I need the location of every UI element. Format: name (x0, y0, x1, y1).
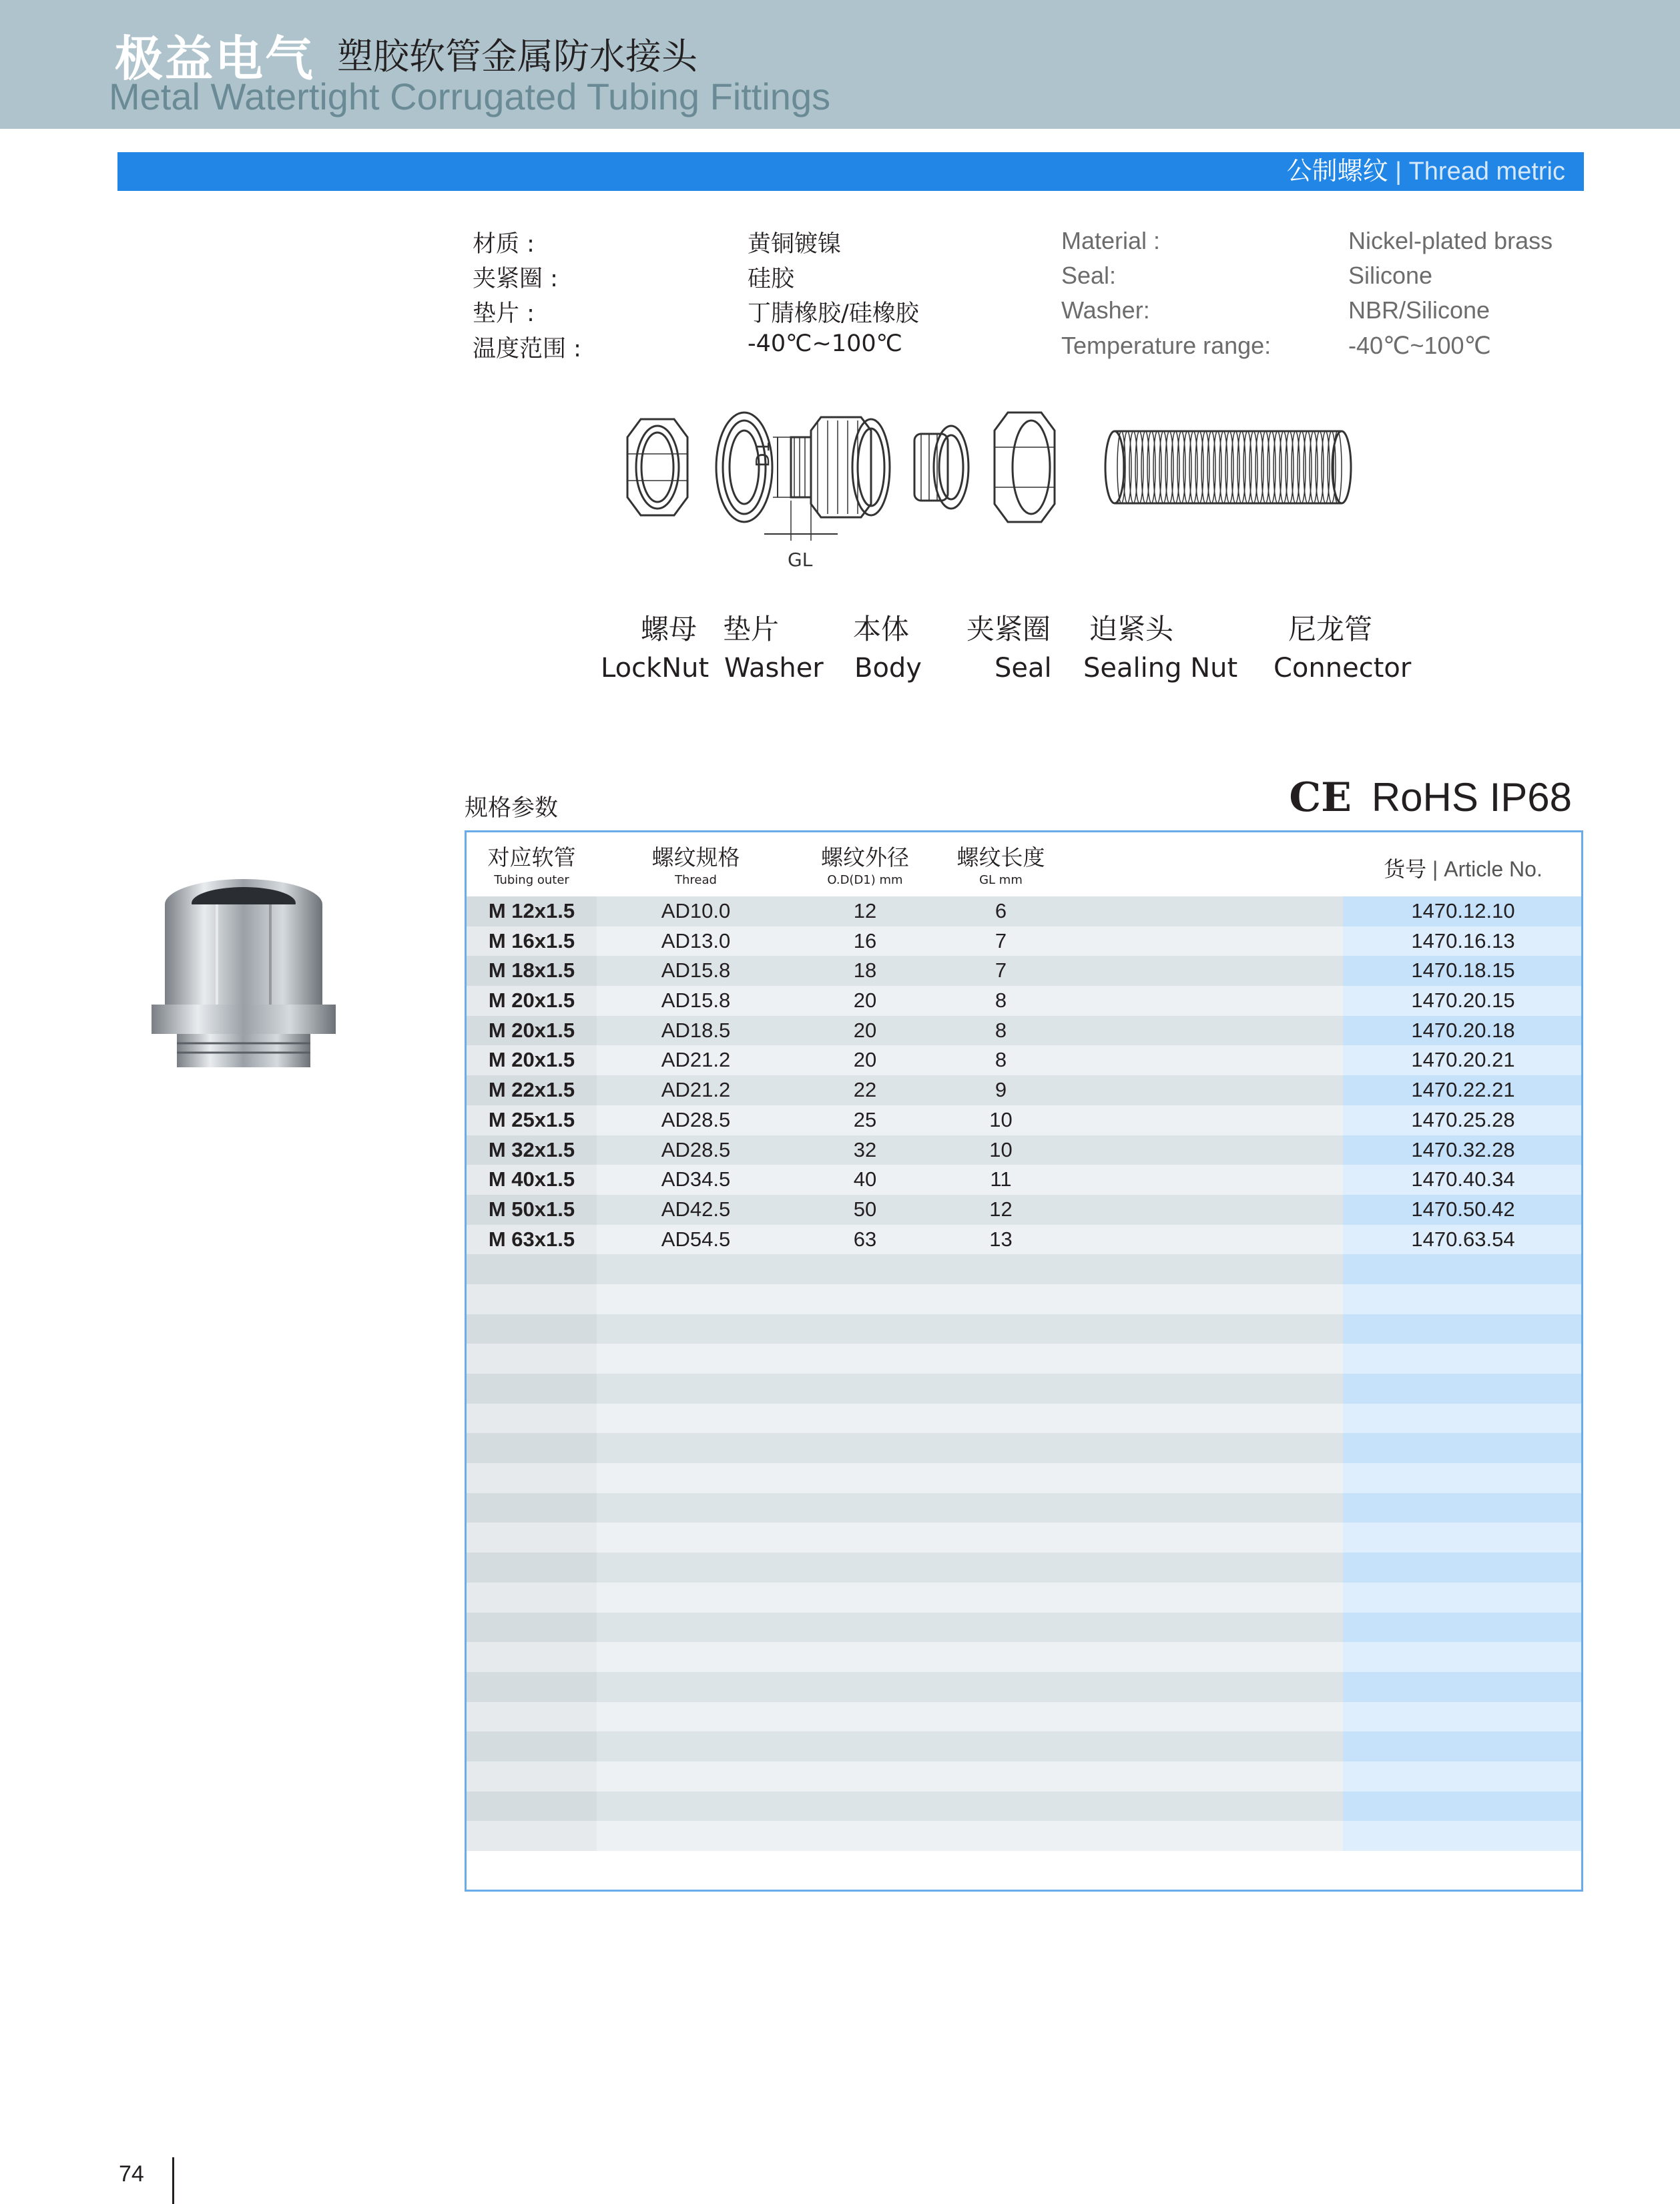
table-cell (795, 1553, 935, 1583)
certifications (1289, 774, 1572, 821)
table-row (467, 986, 1581, 1016)
table-row (467, 1404, 1581, 1434)
part-label-en: Connector (1274, 653, 1412, 683)
header-tubing-cn: 对应软管 (487, 844, 576, 870)
table-cell-spacer (1067, 1672, 1343, 1702)
table-cell (935, 1254, 1067, 1284)
table-cell (597, 1433, 795, 1463)
table-cell: 10 (935, 1135, 1067, 1165)
table-cell: M 63x1.5 (467, 1225, 597, 1255)
table-cell: 25 (795, 1105, 935, 1135)
table-cell (935, 1433, 1067, 1463)
article-number-cell: 1470.20.21 (1343, 1045, 1583, 1075)
spec-label-cn: 垫片 : (473, 300, 535, 327)
product-photo (144, 871, 344, 1085)
table-cell (795, 1583, 935, 1613)
header-article-cn: 货号 (1384, 856, 1427, 882)
table-cell: AD34.5 (597, 1165, 795, 1195)
table-cell (795, 1404, 935, 1434)
table-row (467, 1761, 1581, 1792)
part-label-cn: 螺母 (641, 613, 697, 645)
table-cell-spacer (1067, 896, 1343, 926)
article-number-cell (1343, 1821, 1583, 1851)
table-row (467, 1523, 1581, 1553)
thread-type-en: | Thread metric (1395, 158, 1565, 186)
table-cell (597, 1613, 795, 1643)
table-cell-spacer (1067, 1642, 1343, 1672)
table-cell-spacer (1067, 1045, 1343, 1075)
spec-value-cn: 硅胶 (748, 266, 795, 292)
table-cell (935, 1642, 1067, 1672)
spec-label-en: Temperature range: (1061, 332, 1272, 359)
header-thread-cn: 螺纹规格 (651, 844, 740, 870)
header-gl (935, 840, 1067, 887)
table-row (467, 1463, 1581, 1493)
table-cell: 7 (935, 926, 1067, 956)
table-cell-spacer (1067, 1314, 1343, 1344)
table-cell (935, 1613, 1067, 1643)
table-row (467, 1344, 1581, 1374)
spec-value-en: Nickel-plated brass (1348, 227, 1553, 254)
table-row (467, 1314, 1581, 1344)
table-cell: 40 (795, 1165, 935, 1195)
table-cell (795, 1702, 935, 1732)
spec-table (465, 830, 1583, 1892)
header-gl-en: GL mm (979, 873, 1023, 887)
table-row (467, 1195, 1581, 1225)
article-number-cell: 1470.20.15 (1343, 986, 1583, 1016)
article-number-cell (1343, 1374, 1583, 1404)
table-row (467, 956, 1581, 986)
table-cell (795, 1613, 935, 1643)
table-row (467, 1613, 1581, 1643)
article-number-cell: 1470.20.18 (1343, 1016, 1583, 1046)
table-cell (467, 1284, 597, 1314)
table-cell: M 25x1.5 (467, 1105, 597, 1135)
table-row (467, 1493, 1581, 1523)
article-number-cell: 1470.50.42 (1343, 1195, 1583, 1225)
table-cell (795, 1254, 935, 1284)
table-header (467, 832, 1581, 896)
header-od (795, 840, 935, 887)
table-cell-spacer (1067, 1075, 1343, 1105)
header-od-en: O.D(D1) mm (827, 873, 903, 887)
table-cell-spacer (1067, 1105, 1343, 1135)
table-cell (935, 1583, 1067, 1613)
table-cell (597, 1523, 795, 1553)
thread-type-label (1287, 152, 1584, 191)
table-cell (467, 1314, 597, 1344)
article-number-cell: 1470.22.21 (1343, 1075, 1583, 1105)
part-label-cn: 夹紧圈 (966, 613, 1051, 645)
table-row (467, 1284, 1581, 1314)
header-tubing-en: Tubing outer (494, 873, 569, 887)
article-number-cell (1343, 1613, 1583, 1643)
table-cell: 50 (795, 1195, 935, 1225)
table-cell (467, 1792, 597, 1822)
article-number-cell (1343, 1792, 1583, 1822)
article-number-cell (1343, 1731, 1583, 1761)
table-cell (597, 1702, 795, 1732)
table-cell (467, 1344, 597, 1374)
table-row (467, 1045, 1581, 1075)
brand-name: 极益电气 (115, 31, 316, 87)
table-cell: M 12x1.5 (467, 896, 597, 926)
header-thread (597, 840, 795, 887)
table-cell (597, 1761, 795, 1792)
table-cell (597, 1284, 795, 1314)
table-cell (467, 1374, 597, 1404)
table-cell (935, 1404, 1067, 1434)
table-cell (795, 1374, 935, 1404)
article-number-cell: 1470.16.13 (1343, 926, 1583, 956)
table-cell-spacer (1067, 1821, 1343, 1851)
table-cell-spacer (1067, 1016, 1343, 1046)
table-cell-spacer (1067, 1374, 1343, 1404)
table-cell-spacer (1067, 956, 1343, 986)
table-cell (795, 1493, 935, 1523)
spec-value-cn: 丁腈橡胶/硅橡胶 (748, 300, 919, 327)
table-cell: 7 (935, 956, 1067, 986)
table-row (467, 1672, 1581, 1702)
table-cell (597, 1314, 795, 1344)
part-label-cn: 垫片 (723, 613, 780, 645)
table-cell (597, 1672, 795, 1702)
table-cell (597, 1642, 795, 1672)
table-row (467, 1254, 1581, 1284)
table-cell: 8 (935, 1016, 1067, 1046)
table-cell (795, 1314, 935, 1344)
table-row (467, 1374, 1581, 1404)
table-cell-spacer (1067, 926, 1343, 956)
table-row (467, 1553, 1581, 1583)
table-cell: 20 (795, 1045, 935, 1075)
table-cell (795, 1463, 935, 1493)
table-cell-spacer (1067, 1165, 1343, 1195)
table-row (467, 926, 1581, 956)
table-cell (935, 1523, 1067, 1553)
article-number-cell (1343, 1523, 1583, 1553)
table-cell (467, 1672, 597, 1702)
table-cell (467, 1731, 597, 1761)
table-row (467, 1642, 1581, 1672)
table-cell: 20 (795, 1016, 935, 1046)
table-cell: 12 (935, 1195, 1067, 1225)
table-cell (467, 1553, 597, 1583)
table-cell (935, 1463, 1067, 1493)
table-cell-spacer (1067, 1195, 1343, 1225)
table-cell: M 32x1.5 (467, 1135, 597, 1165)
table-cell (597, 1792, 795, 1822)
table-cell: AD54.5 (597, 1225, 795, 1255)
table-cell (795, 1672, 935, 1702)
table-cell-spacer (1067, 1761, 1343, 1792)
table-cell: 18 (795, 956, 935, 986)
table-cell: M 20x1.5 (467, 1045, 597, 1075)
article-number-cell (1343, 1463, 1583, 1493)
spec-label-en: Seal: (1061, 262, 1117, 289)
table-row (467, 1075, 1581, 1105)
gl-dimension-label: GL (788, 549, 813, 571)
table-cell (467, 1761, 597, 1792)
spec-value-en: NBR/Silicone (1348, 296, 1490, 324)
body-drawing (764, 417, 890, 541)
article-number-cell (1343, 1314, 1583, 1344)
table-cell (467, 1404, 597, 1434)
header-gl-cn: 螺纹长度 (956, 844, 1045, 870)
spec-label-en: Washer: (1061, 296, 1150, 324)
table-cell (597, 1731, 795, 1761)
thread-type-cn: 公制螺纹 (1286, 158, 1388, 186)
table-cell-spacer (1067, 1254, 1343, 1284)
table-row (467, 896, 1581, 926)
table-cell: AD10.0 (597, 896, 795, 926)
table-cell (935, 1493, 1067, 1523)
table-cell (597, 1553, 795, 1583)
table-cell-spacer (1067, 1433, 1343, 1463)
article-number-cell: 1470.25.28 (1343, 1105, 1583, 1135)
header-thread-en: Thread (675, 873, 717, 887)
table-row (467, 1583, 1581, 1613)
article-number-cell (1343, 1254, 1583, 1284)
part-label-en: LockNut (601, 653, 710, 683)
table-cell (795, 1344, 935, 1374)
table-cell (597, 1404, 795, 1434)
part-label-cn: 尼龙管 (1288, 613, 1373, 645)
table-cell (467, 1642, 597, 1672)
table-row (467, 1165, 1581, 1195)
table-cell (935, 1672, 1067, 1702)
table-row (467, 1731, 1581, 1761)
table-cell (467, 1523, 597, 1553)
spec-value-en: Silicone (1348, 262, 1433, 289)
part-label-en: Washer (724, 653, 824, 683)
table-cell (467, 1702, 597, 1732)
table-cell (597, 1344, 795, 1374)
table-cell: M 22x1.5 (467, 1075, 597, 1105)
spec-label-cn: 夹紧圈 : (473, 266, 558, 292)
spec-value-cn: 黄铜镀镍 (748, 231, 842, 258)
table-cell (795, 1433, 935, 1463)
page-number: 74 (119, 2161, 144, 2187)
table-cell-spacer (1067, 1493, 1343, 1523)
table-cell-spacer (1067, 1463, 1343, 1493)
table-cell-spacer (1067, 1344, 1343, 1374)
table-cell (935, 1553, 1067, 1583)
thread-type-bar (117, 152, 1584, 191)
seal-drawing (914, 426, 968, 509)
table-cell: M 20x1.5 (467, 1016, 597, 1046)
table-cell (467, 1613, 597, 1643)
table-cell (795, 1523, 935, 1553)
article-number-cell (1343, 1404, 1583, 1434)
table-cell (935, 1731, 1067, 1761)
table-cell (597, 1254, 795, 1284)
table-cell (795, 1761, 935, 1792)
table-cell: 9 (935, 1075, 1067, 1105)
spec-label-cn: 材质 : (473, 231, 535, 258)
table-row (467, 1821, 1581, 1851)
table-cell (935, 1344, 1067, 1374)
table-cell-spacer (1067, 1792, 1343, 1822)
table-cell (795, 1792, 935, 1822)
table-cell-spacer (1067, 986, 1343, 1016)
article-number-cell: 1470.18.15 (1343, 956, 1583, 986)
article-number-cell (1343, 1344, 1583, 1374)
table-row (467, 1433, 1581, 1463)
table-row (467, 1702, 1581, 1732)
article-number-cell (1343, 1642, 1583, 1672)
table-cell-spacer (1067, 1702, 1343, 1732)
part-label-en: Seal (995, 653, 1052, 683)
table-cell (597, 1821, 795, 1851)
table-cell: 8 (935, 986, 1067, 1016)
table-cell-spacer (1067, 1404, 1343, 1434)
table-cell: M 18x1.5 (467, 956, 597, 986)
article-number-cell: 1470.12.10 (1343, 896, 1583, 926)
table-cell: 8 (935, 1045, 1067, 1075)
spec-value-cn: -40℃~100℃ (748, 330, 902, 357)
table-cell (597, 1493, 795, 1523)
table-cell: 20 (795, 986, 935, 1016)
d1-dimension-label: D1 (752, 441, 774, 467)
table-cell (467, 1254, 597, 1284)
article-number-cell (1343, 1583, 1583, 1613)
table-cell: AD15.8 (597, 956, 795, 986)
table-row (467, 1105, 1581, 1135)
table-cell: 13 (935, 1225, 1067, 1255)
table-cell-spacer (1067, 1613, 1343, 1643)
part-label-en: Body (854, 653, 922, 683)
header-article (1343, 852, 1583, 883)
table-cell: M 40x1.5 (467, 1165, 597, 1195)
table-cell: 10 (935, 1105, 1067, 1135)
table-cell: 12 (795, 896, 935, 926)
table-cell: AD13.0 (597, 926, 795, 956)
table-cell: AD18.5 (597, 1016, 795, 1046)
table-cell (467, 1583, 597, 1613)
header-tubing (467, 840, 597, 887)
exploded-parts-diagram (614, 407, 1462, 601)
page-number-rule (172, 2157, 174, 2204)
table-cell-spacer (1067, 1523, 1343, 1553)
table-cell: AD21.2 (597, 1075, 795, 1105)
table-cell: AD28.5 (597, 1105, 795, 1135)
table-cell-spacer (1067, 1583, 1343, 1613)
locknut-drawing (627, 419, 687, 515)
table-cell: AD15.8 (597, 986, 795, 1016)
spec-section-title: 规格参数 (465, 795, 559, 822)
table-cell (597, 1583, 795, 1613)
table-row (467, 1016, 1581, 1046)
table-cell: 11 (935, 1165, 1067, 1195)
page-title-en: Metal Watertight Corrugated Tubing Fittings (109, 75, 831, 117)
table-cell (467, 1433, 597, 1463)
table-cell (467, 1821, 597, 1851)
table-row (467, 1225, 1581, 1255)
table-cell: 22 (795, 1075, 935, 1105)
article-number-cell (1343, 1553, 1583, 1583)
table-row (467, 1792, 1581, 1822)
table-cell (795, 1284, 935, 1314)
page-title-cn: 塑胶软管金属防水接头 (337, 35, 697, 77)
table-cell (935, 1702, 1067, 1732)
table-cell (597, 1374, 795, 1404)
article-number-cell (1343, 1702, 1583, 1732)
part-label-cn: 本体 (853, 613, 910, 645)
spec-label-cn: 温度范围 : (473, 336, 581, 362)
table-cell (935, 1374, 1067, 1404)
table-row (467, 1135, 1581, 1165)
table-cell-spacer (1067, 1731, 1343, 1761)
table-cell (467, 1463, 597, 1493)
header-article-en: | Article No. (1426, 857, 1543, 881)
table-cell: 32 (795, 1135, 935, 1165)
article-number-cell (1343, 1284, 1583, 1314)
table-cell: M 50x1.5 (467, 1195, 597, 1225)
table-cell (935, 1821, 1067, 1851)
table-cell-spacer (1067, 1284, 1343, 1314)
table-cell (935, 1284, 1067, 1314)
table-cell: 6 (935, 896, 1067, 926)
ce-mark: CE (1289, 774, 1352, 821)
table-cell: M 20x1.5 (467, 986, 597, 1016)
table-cell: 16 (795, 926, 935, 956)
spec-label-en: Material : (1061, 227, 1161, 254)
table-cell: 63 (795, 1225, 935, 1255)
table-cell (935, 1314, 1067, 1344)
article-number-cell: 1470.40.34 (1343, 1165, 1583, 1195)
part-label-cn: 迫紧头 (1089, 613, 1174, 645)
sealing-nut-drawing (995, 412, 1055, 522)
table-cell (795, 1731, 935, 1761)
article-number-cell (1343, 1761, 1583, 1792)
article-number-cell: 1470.63.54 (1343, 1225, 1583, 1255)
article-number-cell (1343, 1433, 1583, 1463)
part-label-en: Sealing Nut (1083, 653, 1238, 683)
table-cell (795, 1642, 935, 1672)
table-cell: AD21.2 (597, 1045, 795, 1075)
table-body (467, 896, 1581, 1851)
table-cell (935, 1792, 1067, 1822)
article-number-cell: 1470.32.28 (1343, 1135, 1583, 1165)
corrugated-tubing-drawing (1105, 431, 1351, 503)
article-number-cell (1343, 1493, 1583, 1523)
cert-text: RoHS IP68 (1371, 775, 1572, 820)
table-cell (795, 1821, 935, 1851)
table-cell-spacer (1067, 1225, 1343, 1255)
header-od-cn: 螺纹外径 (821, 844, 909, 870)
spec-value-en: -40℃~100℃ (1348, 332, 1491, 359)
table-cell (597, 1463, 795, 1493)
article-number-cell (1343, 1672, 1583, 1702)
table-cell: AD42.5 (597, 1195, 795, 1225)
table-cell (467, 1493, 597, 1523)
table-cell: AD28.5 (597, 1135, 795, 1165)
table-cell: M 16x1.5 (467, 926, 597, 956)
table-cell-spacer (1067, 1135, 1343, 1165)
table-cell (935, 1761, 1067, 1792)
table-cell-spacer (1067, 1553, 1343, 1583)
